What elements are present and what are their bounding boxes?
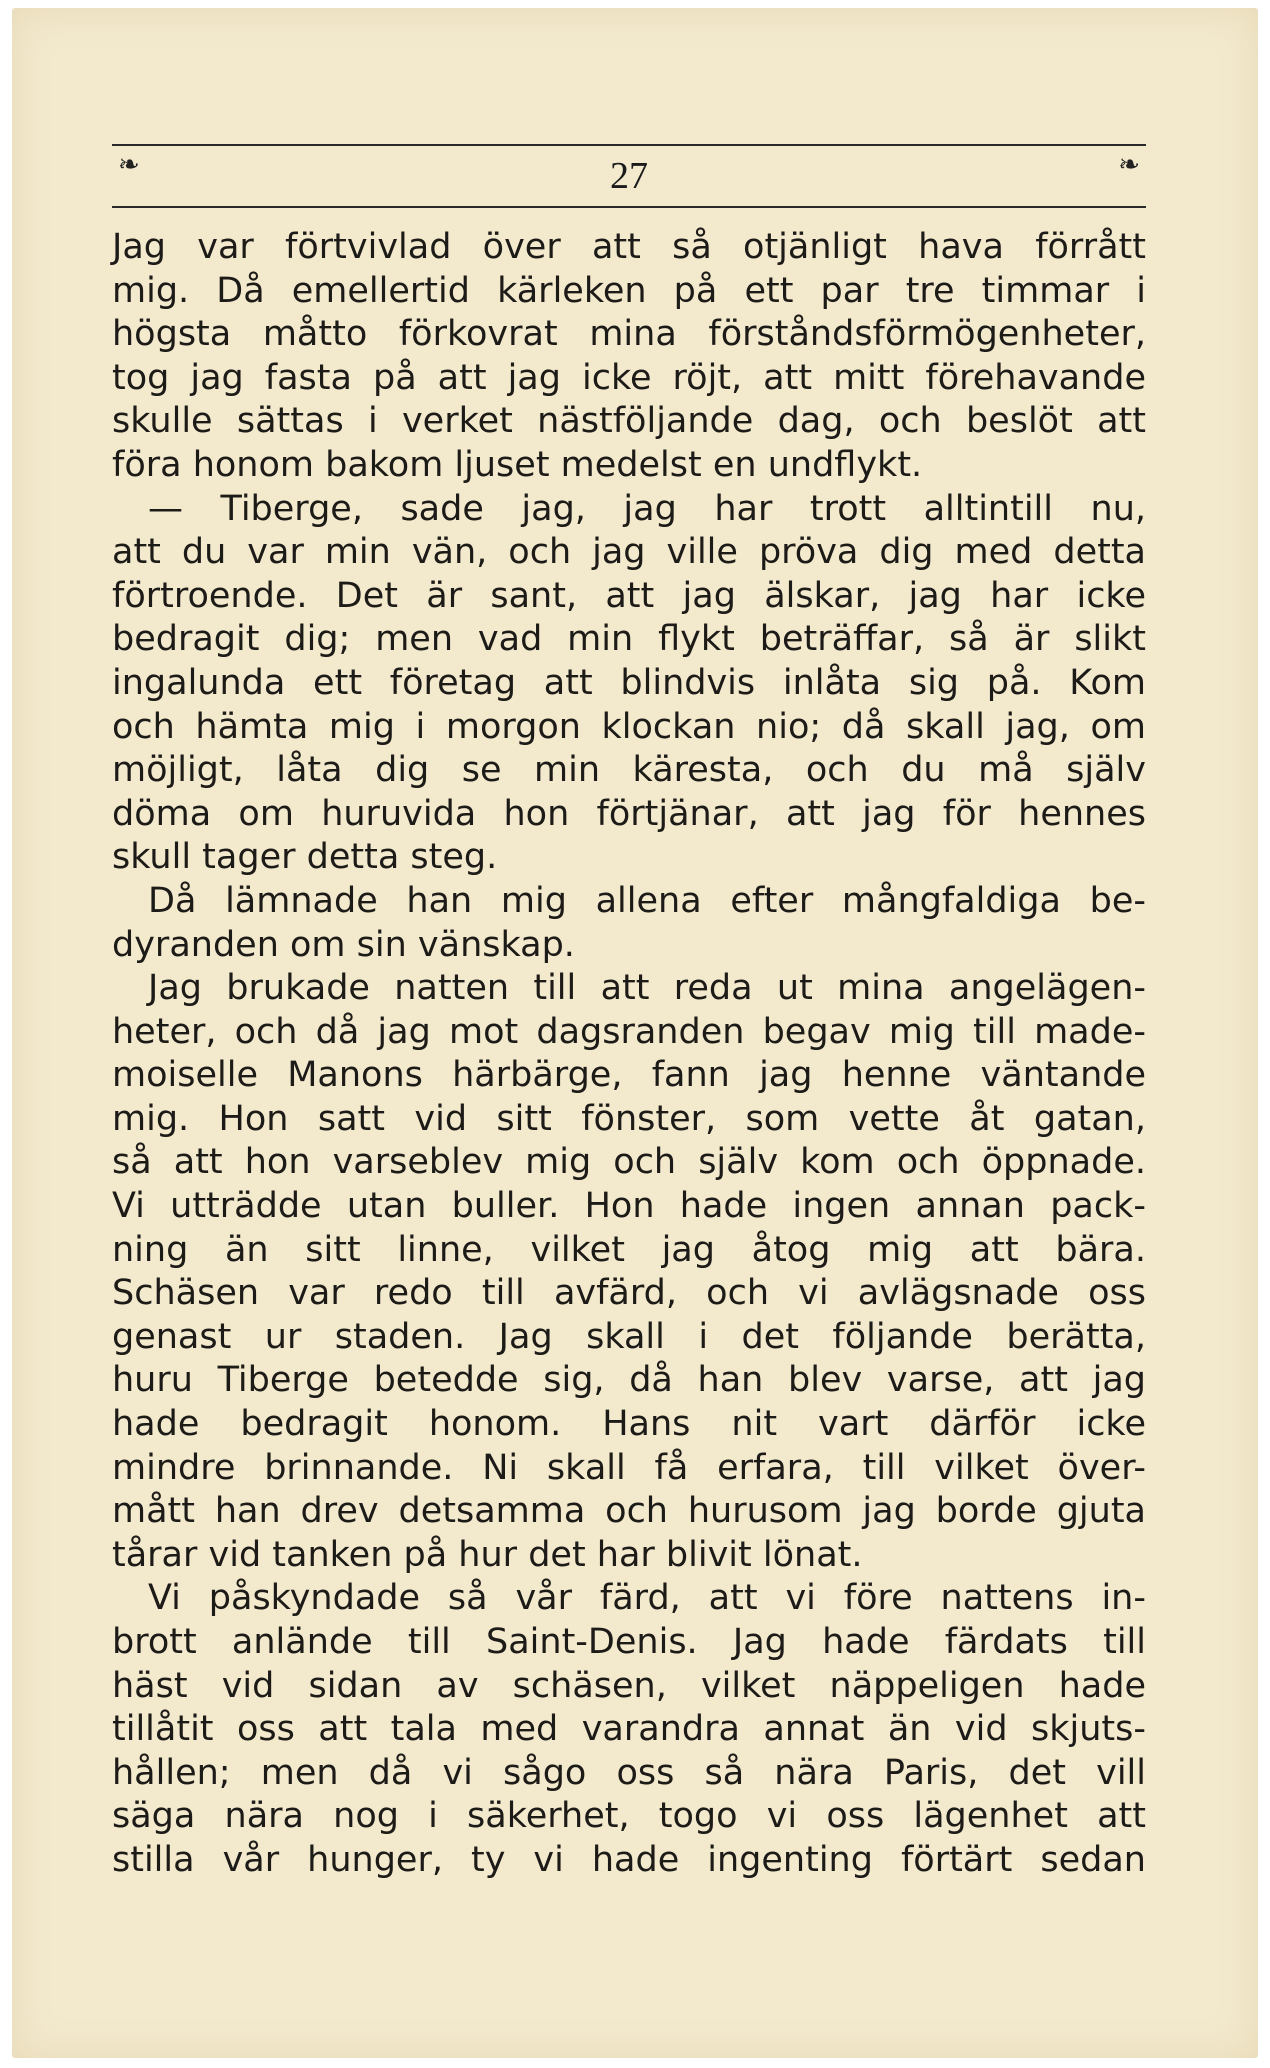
text-line: — Tiberge, sade jag, jag har trott alltintill nu, [148, 488, 1146, 529]
ornament-right-icon: ❧ [1118, 150, 1140, 180]
text-line: högsta måtto förkovrat mina förståndsförmögenheter, [112, 314, 1146, 355]
book-page [12, 8, 1258, 2058]
text-line: döma om huruvida hon förtjänar, att jag för hennes [112, 793, 1146, 834]
text-line: huru Tiberge betedde sig, då han blev varse, att jag [112, 1360, 1146, 1401]
header-rule-bottom [112, 206, 1146, 208]
text-line: tillåtit oss att tala med varandra annat än vid skjuts- [112, 1709, 1146, 1750]
text-line: Jag brukade natten till att reda ut mina angelägen- [148, 968, 1146, 1009]
text-line: dyranden om sin vänskap. [112, 924, 575, 965]
text-line: ning än sitt linne, vilket jag åtog mig att bära. [112, 1229, 1146, 1270]
text-line: och hämta mig i morgon klockan nio; då skall jag, om [112, 706, 1146, 747]
running-header [112, 140, 1146, 204]
text-line: förtroende. Det är sant, att jag älskar, jag har icke [112, 575, 1146, 616]
text-line: säga nära nog i säkerhet, togo vi oss lägenhet att [112, 1796, 1146, 1837]
text-line: Schäsen var redo till avfärd, och vi avlägsnade oss [112, 1273, 1146, 1314]
text-line: brott anlände till Saint-Denis. Jag hade färdats till [112, 1622, 1146, 1662]
text-line: skull tager detta steg. [112, 837, 498, 878]
text-line: mindre brinnande. Ni skall få erfara, till vilket över- [112, 1447, 1146, 1488]
text-line: heter, och då jag mot dagsranden begav mig till made- [112, 1011, 1146, 1052]
text-line: att du var min vän, och jag ville pröva dig med detta [112, 532, 1146, 573]
text-line: skulle sättas i verket nästföljande dag, och beslöt att [112, 401, 1146, 442]
text-line: hade bedragit honom. Hans nit vart därför icke [112, 1404, 1146, 1445]
text-line: moiselle Manons härbärge, fann jag henne väntande [112, 1055, 1146, 1096]
text-line: föra honom bakom ljuset medelst en undflykt. [112, 444, 923, 485]
text-line: stilla vår hunger, ty vi hade ingenting förtärt sedan [112, 1839, 1146, 1880]
text-line: häst vid sidan av schäsen, vilket näppeligen hade [112, 1665, 1146, 1706]
text-line: bedragit dig; men vad min flykt beträffar, så är slikt [112, 619, 1146, 660]
text-line: Vi påskyndade så vår färd, att vi före nattens in- [148, 1578, 1146, 1619]
body-text [112, 226, 1146, 1883]
text-line: Jag var förtvivlad över att så otjänligt hava förrått [112, 227, 1146, 267]
text-line: mått han drev detsamma och hurusom jag borde gjuta [112, 1491, 1146, 1532]
text-line: möjligt, låta dig se min käresta, och du må själv [112, 750, 1146, 791]
text-line: ingalunda ett företag att blindvis inlåta sig på. Kom [112, 662, 1146, 703]
text-line: så att hon varseblev mig och själv kom och öppnade. [112, 1142, 1146, 1183]
text-line: tårar vid tanken på hur det har blivit lönat. [112, 1534, 863, 1575]
text-line: tog jag fasta på att jag icke röjt, att mitt förehavande [112, 357, 1146, 398]
text-line: genast ur staden. Jag skall i det följande berätta, [112, 1316, 1146, 1357]
text-line: mig. Hon satt vid sitt fönster, som vette åt gatan, [112, 1098, 1146, 1139]
text-line: mig. Då emellertid kärleken på ett par tre timmar i [112, 270, 1146, 311]
ornament-left-icon: ❧ [118, 150, 140, 180]
header-rule-top [112, 144, 1146, 146]
text-line: hållen; men då vi sågo oss så nära Paris, det vill [112, 1752, 1146, 1793]
text-line: Vi utträdde utan buller. Hon hade ingen annan pack- [112, 1186, 1146, 1227]
text-line: Då lämnade han mig allena efter mångfaldiga be- [148, 880, 1146, 921]
page-number: 27 [610, 155, 648, 197]
